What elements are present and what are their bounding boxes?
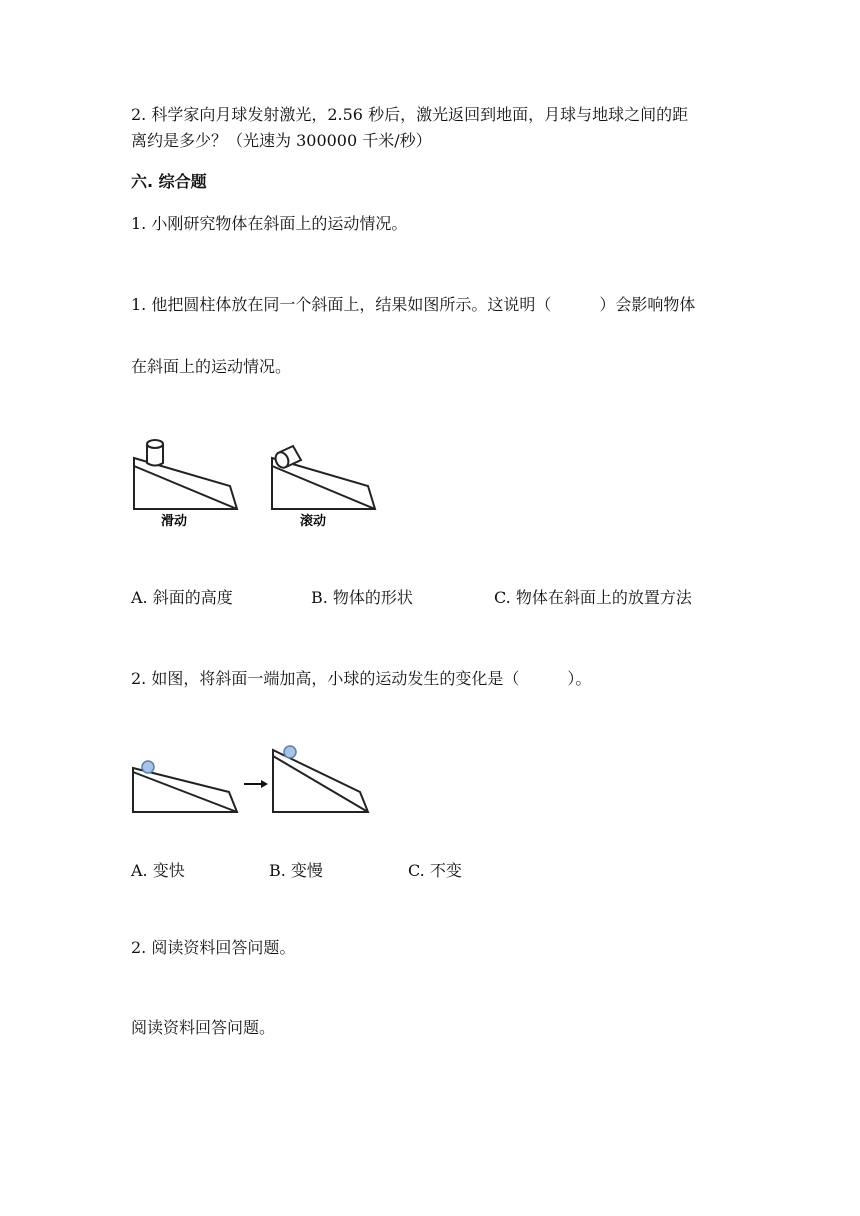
sub-1-option-c: C. 物体在斜面上的放置方法 xyxy=(494,588,692,607)
item-2-title: 2. 阅读资料回答问题。 xyxy=(131,938,296,957)
slope-low xyxy=(133,768,237,812)
ball-icon xyxy=(142,761,154,773)
caption-sliding: 滑动 xyxy=(161,514,188,529)
caption-rolling: 滚动 xyxy=(300,514,327,529)
sub-2-option-b: B. 变慢 xyxy=(269,861,323,880)
sub-question-1-line-2: 在斜面上的运动情况。 xyxy=(131,357,292,376)
sub-2-option-a: A. 变快 xyxy=(131,861,185,880)
slope-cylinder-figure xyxy=(125,432,395,537)
sub-2-option-c: C. 不变 xyxy=(408,861,462,880)
question-2-line-2: 离约是多少？（光速为 300000 千米/秒） xyxy=(131,131,432,150)
arrow-right-icon xyxy=(244,780,268,788)
sub-1-option-a: A. 斜面的高度 xyxy=(131,588,233,607)
item-2-body: 阅读资料回答问题。 xyxy=(131,1018,276,1037)
section-6-title: 六. 综合题 xyxy=(131,172,207,191)
item-1-title: 1. 小刚研究物体在斜面上的运动情况。 xyxy=(131,214,408,233)
slope-ball-figure xyxy=(125,742,385,822)
ball-icon xyxy=(284,746,296,758)
question-2-line-1: 2. 科学家向月球发射激光，2.56 秒后，激光返回到地面，月球与地球之间的距 xyxy=(131,105,689,124)
slope-sliding xyxy=(134,458,237,509)
sub-1-option-b: B. 物体的形状 xyxy=(311,588,413,607)
sub-question-1-line-1: 1. 他把圆柱体放在同一个斜面上，结果如图所示。这说明（ ）会影响物体 xyxy=(131,295,696,314)
upright-cylinder-icon xyxy=(147,440,163,466)
sub-question-2: 2. 如图，将斜面一端加高，小球的运动发生的变化是（ ）。 xyxy=(131,669,592,688)
slope-high xyxy=(273,750,368,812)
